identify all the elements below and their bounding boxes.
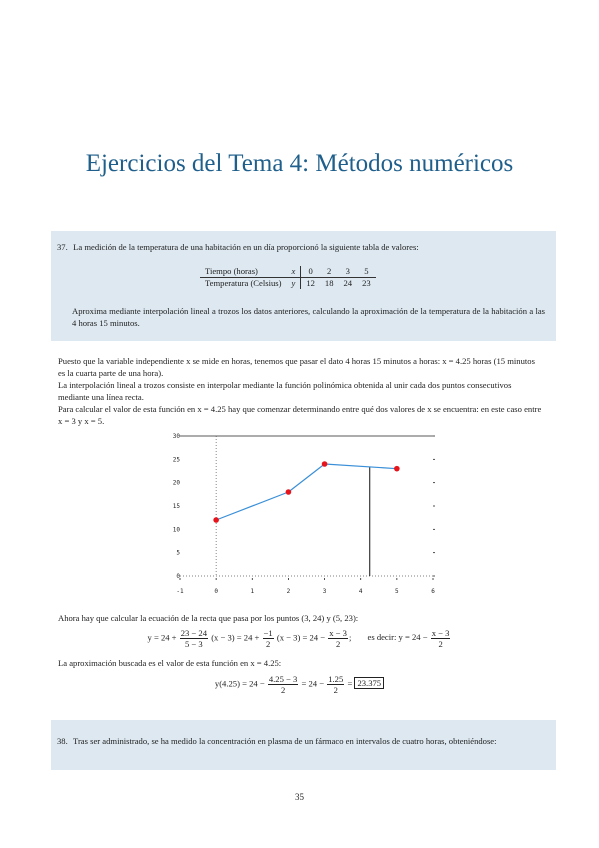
table-row <box>200 278 376 290</box>
table-cell: Temperatura (Celsius) <box>205 278 282 288</box>
denominator: 2 <box>335 639 341 649</box>
denominator: 2 <box>280 685 286 695</box>
equation-text: es decir: y = 24 − <box>367 632 428 643</box>
series-line-segment <box>216 492 288 520</box>
table-cell: y <box>286 278 300 290</box>
fraction <box>328 628 348 649</box>
solution-paragraph: Para calcular el valor de esta función en x = 4.25 hay que comenzar determinando entre qué dos valores de x se encuentra: en este caso entre x = 3 y x = 5. <box>58 404 542 426</box>
data-point <box>322 461 328 467</box>
y-tick-label: 20 <box>172 479 180 487</box>
x-tick-label: 5 <box>395 588 399 595</box>
x-tick-label: 1 <box>250 588 255 595</box>
solution-paragraph: Puesto que la variable independiente x se mide en horas, tenemos que pasar el dato 4 horas 15 minutos a horas: x = 4.25 horas (15 minutos es la cuarta parte de una hora). <box>58 356 535 378</box>
x-tick-label: 4 <box>358 588 363 595</box>
equation-text: (x − 3) = 24 + <box>211 632 260 643</box>
numerator: 23 − 24 <box>180 628 208 638</box>
exercise-number: 38. <box>57 736 68 746</box>
exercise-37-statement <box>57 241 547 253</box>
table-row <box>200 266 376 278</box>
table-cell: 3 <box>339 266 358 278</box>
data-point <box>213 517 219 523</box>
denominator: 5 − 3 <box>184 639 203 649</box>
exercise-text: Tras ser administrado, se ha medido la concentración en plasma de un fármaco en intervalos de cuatro horas, obteniéndose: <box>73 736 497 746</box>
equation-text: y = 24 + <box>147 632 177 643</box>
exercise-text: La medición de la temperatura de una habitación en un día proporcionó la siguiente tabla de valores: <box>73 242 419 252</box>
equation-text: y(4.25) = 24 − <box>214 678 265 689</box>
numerator: 1.25 <box>328 674 344 684</box>
denominator: 2 <box>438 639 443 649</box>
table-cell: 18 <box>324 278 334 288</box>
x-tick-label: 2 <box>286 588 291 595</box>
table-cell: Tiempo (horas) <box>200 266 286 278</box>
solution-paragraph: La aproximación buscada es el valor de esta función en x = 4.25: <box>58 658 282 668</box>
exercise-38-statement <box>57 735 547 747</box>
equation-text: ; <box>348 632 352 643</box>
result-box: 23.375 <box>354 677 384 689</box>
table-cell: x <box>286 266 300 278</box>
interpolation-chart <box>165 428 445 600</box>
x-tick-label: 0 <box>214 588 218 595</box>
data-table <box>200 266 376 289</box>
table-cell: 5 <box>357 266 376 278</box>
series-line-segment <box>325 464 397 469</box>
denominator: 2 <box>333 685 338 695</box>
equation-line-2 <box>0 674 599 695</box>
fraction <box>327 674 344 695</box>
solution-paragraph: Ahora hay que calcular la ecuación de la recta que pasa por los puntos (3, 24) y (5, 23): <box>58 613 359 623</box>
equation-text: = 24 − <box>301 678 325 689</box>
x-tick-label: 6 <box>431 588 435 595</box>
y-tick-label: 15 <box>172 503 180 510</box>
table-cell: 12 <box>306 278 315 288</box>
solution-paragraph: La interpolación lineal a trozos consiste en interpolar mediante la función polinómica obtenida al unir cada dos puntos consecutivos mediante una línea recta. <box>58 380 512 402</box>
equation-text: = <box>347 678 353 689</box>
exercise-instruction: Aproxima mediante interpolación lineal a trozos los datos anteriores, calculando la aproximación de la temperatura de la habitación a las 4 horas 15 minutos. <box>72 306 545 328</box>
exercise-37-box <box>51 231 556 341</box>
solution-text <box>58 355 544 427</box>
data-point <box>286 489 292 495</box>
y-tick-label: 5 <box>176 549 180 557</box>
x-tick-label: -1 <box>176 588 184 595</box>
fraction <box>431 628 451 649</box>
table-cell: 0 <box>301 266 320 278</box>
data-point <box>394 466 400 472</box>
x-tick-label: 3 <box>322 588 327 595</box>
table-cell: 23 <box>362 278 371 288</box>
page-number: 35 <box>295 792 304 802</box>
numerator: x − 3 <box>329 628 347 638</box>
y-tick-label: 10 <box>172 526 180 534</box>
denominator: 2 <box>265 639 271 649</box>
fraction <box>268 674 298 695</box>
numerator: x − 3 <box>431 628 450 638</box>
exercise-38-box <box>51 720 556 770</box>
fraction <box>180 628 208 649</box>
y-tick-label: 0 <box>176 573 180 580</box>
numerator: −1 <box>263 628 273 638</box>
equation-line-1 <box>0 628 599 649</box>
y-tick-label: 30 <box>172 433 180 440</box>
y-tick-label: 25 <box>172 456 180 464</box>
fraction <box>263 628 274 649</box>
table-cell: 2 <box>320 266 339 278</box>
table-cell: 24 <box>343 278 353 288</box>
equation-text: (x − 3) = 24 − <box>276 632 326 643</box>
chart-layer <box>173 433 435 595</box>
page-title: Ejercicios del Tema 4: Métodos numéricos <box>85 150 514 177</box>
numerator: 4.25 − 3 <box>268 674 298 684</box>
series-line-segment <box>288 464 324 492</box>
exercise-number: 37. <box>57 242 68 252</box>
